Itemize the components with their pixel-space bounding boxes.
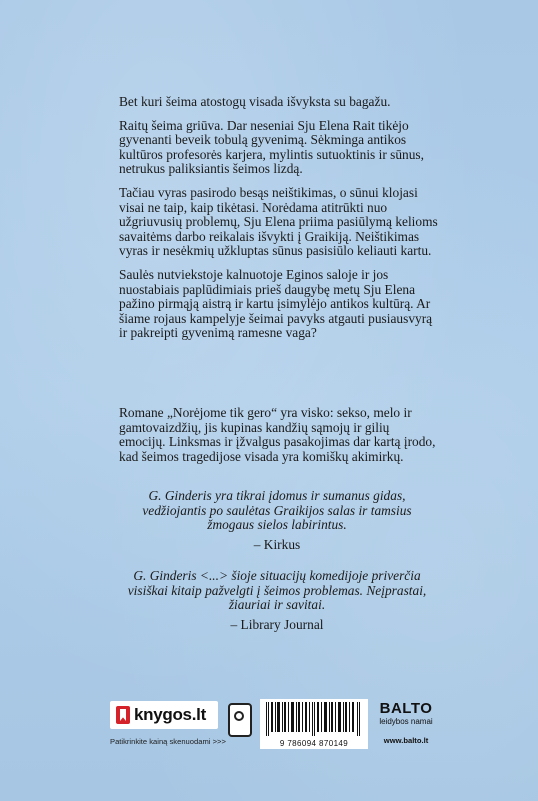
knygos-logo-icon [116,706,130,724]
scan-price-text [110,737,226,746]
barcode-icon [264,702,364,736]
magnifier-icon [234,711,244,721]
knygos-logo-text: knygos.lt [134,705,206,724]
review-quote-text: G. Ginderis <...> šioje situacijų komedijoje priverčia visiškai kitaip pažvelgti į šeimos problemas. Neįprastai, žiauriai ir savitai. [127,568,427,613]
publisher-logo [374,701,438,745]
back-cover-footer [100,693,440,751]
scan-arrows: >>> [212,737,226,746]
review-quote-2 [119,569,435,632]
barcode [260,699,368,749]
isbn-number: 9 786094 870149 [279,739,349,748]
blurb-paragraph-2: Raitų šeima griūva. Dar neseniai Sju Elena Rait tikėjo gyvenanti beveik tobulą gyvenimą. Sėkminga antikos kultūros profesorės karjera, mylintis sutuoktinis ir sūnus, netrukus paliksiantis šeimos lizdą. [119,117,424,177]
summary-paragraph: Romane „Norėjome tik gero“ yra visko: sekso, melo ir gamtovaizdžių, jis kupinas kandžių sąmojų ir gilių emocijų. Linksmas ir įžvalgus pasakojimas dar kartą įrodo, kad šeimos tragedijose visada yra komiškų akimirkų. [119,405,436,464]
phone-scan-icon [228,703,252,737]
knygos-logo[interactable] [110,701,218,729]
review-quote-1 [119,489,435,552]
blurb-text [119,95,439,350]
publisher-subtitle: leidybos namai [379,717,433,726]
summary-text [119,406,439,464]
publisher-name: BALTO [379,700,433,717]
blurb-paragraph-3: Tačiau vyras pasirodo besąs neištikimas, o sūnui klojasi visai ne taip, kaip tikėtasi. Norėdama atitrūkti nuo užgriuvusių problemų, Sju Elena priima pasiūlymą kelioms savaitėms darbo reikalais išvykti į Graikiją. Neištikimas vyras ir nesėkmių užkluptas sūnus pasisiūlo keliauti kartu. [119,184,438,259]
blurb-paragraph-1: Bet kuri šeima atostogų visada išvyksta su bagažu. [119,94,391,109]
publisher-url[interactable]: www.balto.lt [383,736,429,745]
blurb-paragraph-4: Saulės nutviekstoje kalnuotoje Eginos saloje ir jos nuostabiais paplūdimiais prieš daugybę metų Sju Elena pažino pirmąją aistrą ir kartu įsimylėjo antikos kultūrą. Ar šiame rojaus kampelyje šeimai pavyks atgauti pusiausvyrą ir pakreipti gyvenimą ramesne vaga? [119,266,433,341]
review-quote-text: G. Ginderis yra tikrai įdomus ir sumanus gidas, vedžiojantis po saulėtas Graikijos salas ir tamsius žmogaus sielos labirintus. [142,488,412,533]
review-quote-source: – Kirkus [253,536,301,552]
scan-price-label: Patikrinkite kainą skenuodami [110,737,211,746]
review-quote-source: – Library Journal [230,616,324,632]
